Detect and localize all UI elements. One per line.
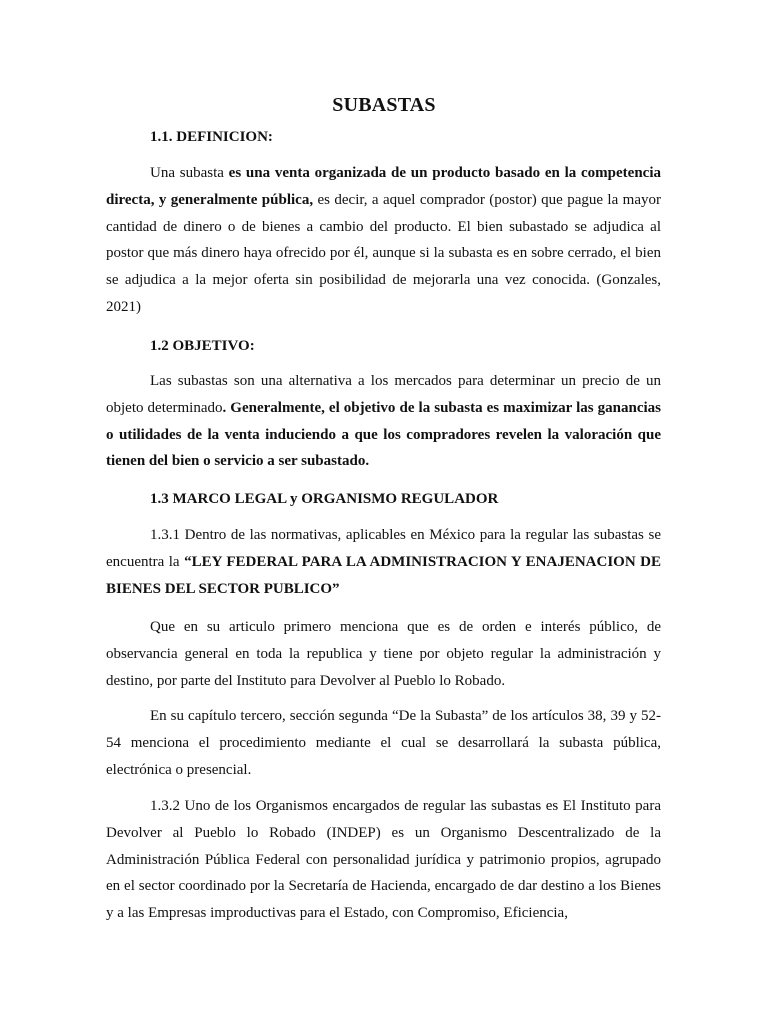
paragraph-bold-text: . Generalmente, el objetivo de la subasta es maximizar las ganancias o utilidades de la venta induciendo a que los compradores revelen la valoración que tienen del bien o servicio a ser subastado. [106, 399, 661, 470]
paragraph-text: Una subasta [150, 165, 229, 181]
paragraph-objetivo [106, 368, 661, 475]
paragraph-marco-legal-3: En su capítulo tercero, sección segunda “De la Subasta” de los artículos 38, 39 y 52-54 menciona el procedimiento mediante el cual se desarrollará la subasta pública, electrónica o presencial. [106, 708, 661, 778]
document-title: SUBASTAS [332, 94, 436, 116]
paragraph-definicion [106, 160, 661, 321]
law-title-bold: “LEY FEDERAL PARA LA ADMINISTRACION Y ENAJENACION DE BIENES DEL SECTOR PUBLICO” [106, 553, 661, 597]
paragraph-text: es decir, a aquel comprador (postor) que pague la mayor cantidad de dinero o de bienes a cambio del producto. El bien subastado se adjudica al postor que más dinero haya ofrecido por él, aunque si la subasta es en sobre cerrado, el bien se adjudica a la mejor oferta sin posibilidad de mejorarla una vez conocida. (Gonzales, 2021) [106, 191, 661, 315]
paragraph-marco-legal-4: 1.3.2 Uno de los Organismos encargados de regular las subastas es El Instituto para Devolver al Pueblo lo Robado (INDEP) es un Organismo Descentralizado de la Administración Pública Federal con personalidad jurídica y patrimonio propios, agrupado en el sector coordinado por la Secretaría de Hacienda, encargado de dar destino a los Bienes y a las Empresas improductivas para el Estado, con Compromiso, Eficiencia, [106, 798, 661, 922]
paragraph-marco-legal-1 [106, 522, 661, 602]
section-heading-marco-legal: 1.3 MARCO LEGAL y ORGANISMO REGULADOR [150, 491, 499, 507]
paragraph-text: 1.3.1 Dentro de las normativas, aplicables en México para la regular las subastas se encuentra la [106, 527, 661, 570]
paragraph-bold-text: es una venta organizada de un producto basado en la competencia directa, y generalmente pública, [106, 165, 661, 208]
section-heading-definicion: 1.1. DEFINICION: [150, 129, 273, 145]
paragraph-text: Las subastas son una alternativa a los mercados para determinar un precio de un objeto determinado [106, 373, 661, 416]
paragraph-marco-legal-2: Que en su articulo primero menciona que es de orden e interés público, de observancia general en toda la republica y tiene por objeto regular la administración y destino, por parte del Instituto para Devolver al Pueblo lo Robado. [106, 619, 661, 689]
section-heading-objetivo: 1.2 OBJETIVO: [150, 338, 255, 354]
